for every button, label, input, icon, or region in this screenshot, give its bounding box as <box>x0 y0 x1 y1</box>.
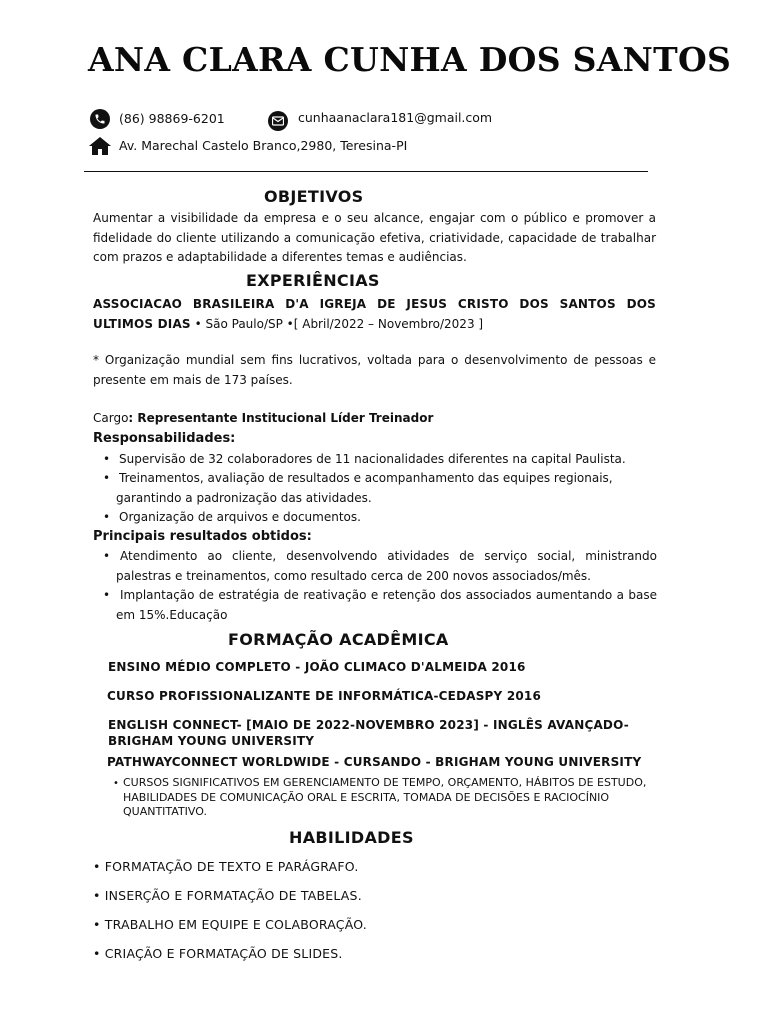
bullet: • <box>103 471 111 485</box>
objetivos-text: Aumentar a visibilidade da empresa e o seu alcance, engajar com o público e promover a fidelidade do cliente utilizando a comunicação efetiva, criatividade, capacidade de trabalhar com prazos e adaptabilidade a diferentes temas e audiências. <box>93 211 656 264</box>
location-period: • São Paulo/SP •[ Abril/2022 – Novembro/2023 ] <box>190 316 484 331</box>
bullet: • <box>103 510 111 524</box>
list-item: Treinamentos, avaliação de resultados e acompanhamento das equipes regionais, garantindo a padronização das atividades. <box>116 471 613 505</box>
divider <box>84 171 648 172</box>
section-title-formacao: FORMAÇÃO ACADÊMICA <box>228 630 449 649</box>
resume-name: ANA CLARA CUNHA DOS SANTOS <box>88 40 732 79</box>
bullet: • <box>113 778 119 789</box>
education-item: PATHWAYCONNECT WORLDWIDE - CURSANDO - BRIGHAM YOUNG UNIVERSITY <box>107 755 642 769</box>
list-item: Atendimento ao cliente, desenvolvendo atividades de serviço social, ministrando palestras e treinamentos, como resultado cerca de 200 novos associados/mês. <box>116 549 657 583</box>
skill-item: • TRABALHO EM EQUIPE E COLABORAÇÃO. <box>93 917 367 932</box>
company-description: * Organização mundial sem fins lucrativos, voltada para o desenvolvimento de pessoas e presente em mais de 173 países. <box>93 353 656 387</box>
cargo-label: Cargo <box>93 411 129 425</box>
experience-header <box>93 295 656 334</box>
education-item: ENGLISH CONNECT- [MAIO DE 2022-NOVEMBRO 2023] - INGLÊS AVANÇADO- BRIGHAM YOUNG UNIVERSITY <box>108 718 629 748</box>
mail-icon <box>268 111 288 131</box>
phone-icon <box>90 109 110 129</box>
cargo-line <box>93 411 433 425</box>
section-title-objetivos: OBJETIVOS <box>264 187 364 206</box>
bullet: • <box>103 549 111 563</box>
skill-item: • INSERÇÃO E FORMATAÇÃO DE TABELAS. <box>93 888 362 903</box>
courses-list: CURSOS SIGNIFICATIVOS EM GERENCIAMENTO DE TEMPO, ORÇAMENTO, HÁBITOS DE ESTUDO, HABILIDADES DE COMUNICAÇÃO ORAL E ESCRITA, TOMADA DE DECISÕES E RACIOCÍNIO QUANTITATIVO. <box>123 776 647 818</box>
home-icon <box>89 137 111 155</box>
skill-item: • FORMATAÇÃO DE TEXTO E PARÁGRAFO. <box>93 859 359 874</box>
education-item: CURSO PROFISSIONALIZANTE DE INFORMÁTICA-CEDASPY 2016 <box>107 689 542 703</box>
email-address: cunhaanaclara181@gmail.com <box>298 110 493 125</box>
bullet: • <box>103 588 111 602</box>
section-title-habilidades: HABILIDADES <box>289 828 414 847</box>
results-title: Principais resultados obtidos: <box>93 529 312 544</box>
skill-item: • CRIAÇÃO E FORMATAÇÃO DE SLIDES. <box>93 946 343 961</box>
education-item: ENSINO MÉDIO COMPLETO - JOÃO CLIMACO D'ALMEIDA 2016 <box>108 660 526 674</box>
section-title-experiencias: EXPERIÊNCIAS <box>246 271 380 290</box>
address: Av. Marechal Castelo Branco,2980, Teresina-PI <box>119 138 408 153</box>
responsibilities-title: Responsabilidades: <box>93 431 236 446</box>
phone-number: (86) 98869-6201 <box>119 111 225 126</box>
list-item: Supervisão de 32 colaboradores de 11 nacionalidades diferentes na capital Paulista. <box>119 452 626 466</box>
list-item: Organização de arquivos e documentos. <box>119 510 361 524</box>
company-name: ASSOCIACAO BRASILEIRA D'A IGREJA DE JESUS CRISTO DOS SANTOS DOS ULTIMOS DIAS <box>93 297 656 331</box>
bullet: • <box>103 452 111 466</box>
cargo-value: : Representante Institucional Líder Treinador <box>128 411 434 425</box>
list-item: Implantação de estratégia de reativação e retenção dos associados aumentando a base em 15%.Educação <box>116 588 657 622</box>
